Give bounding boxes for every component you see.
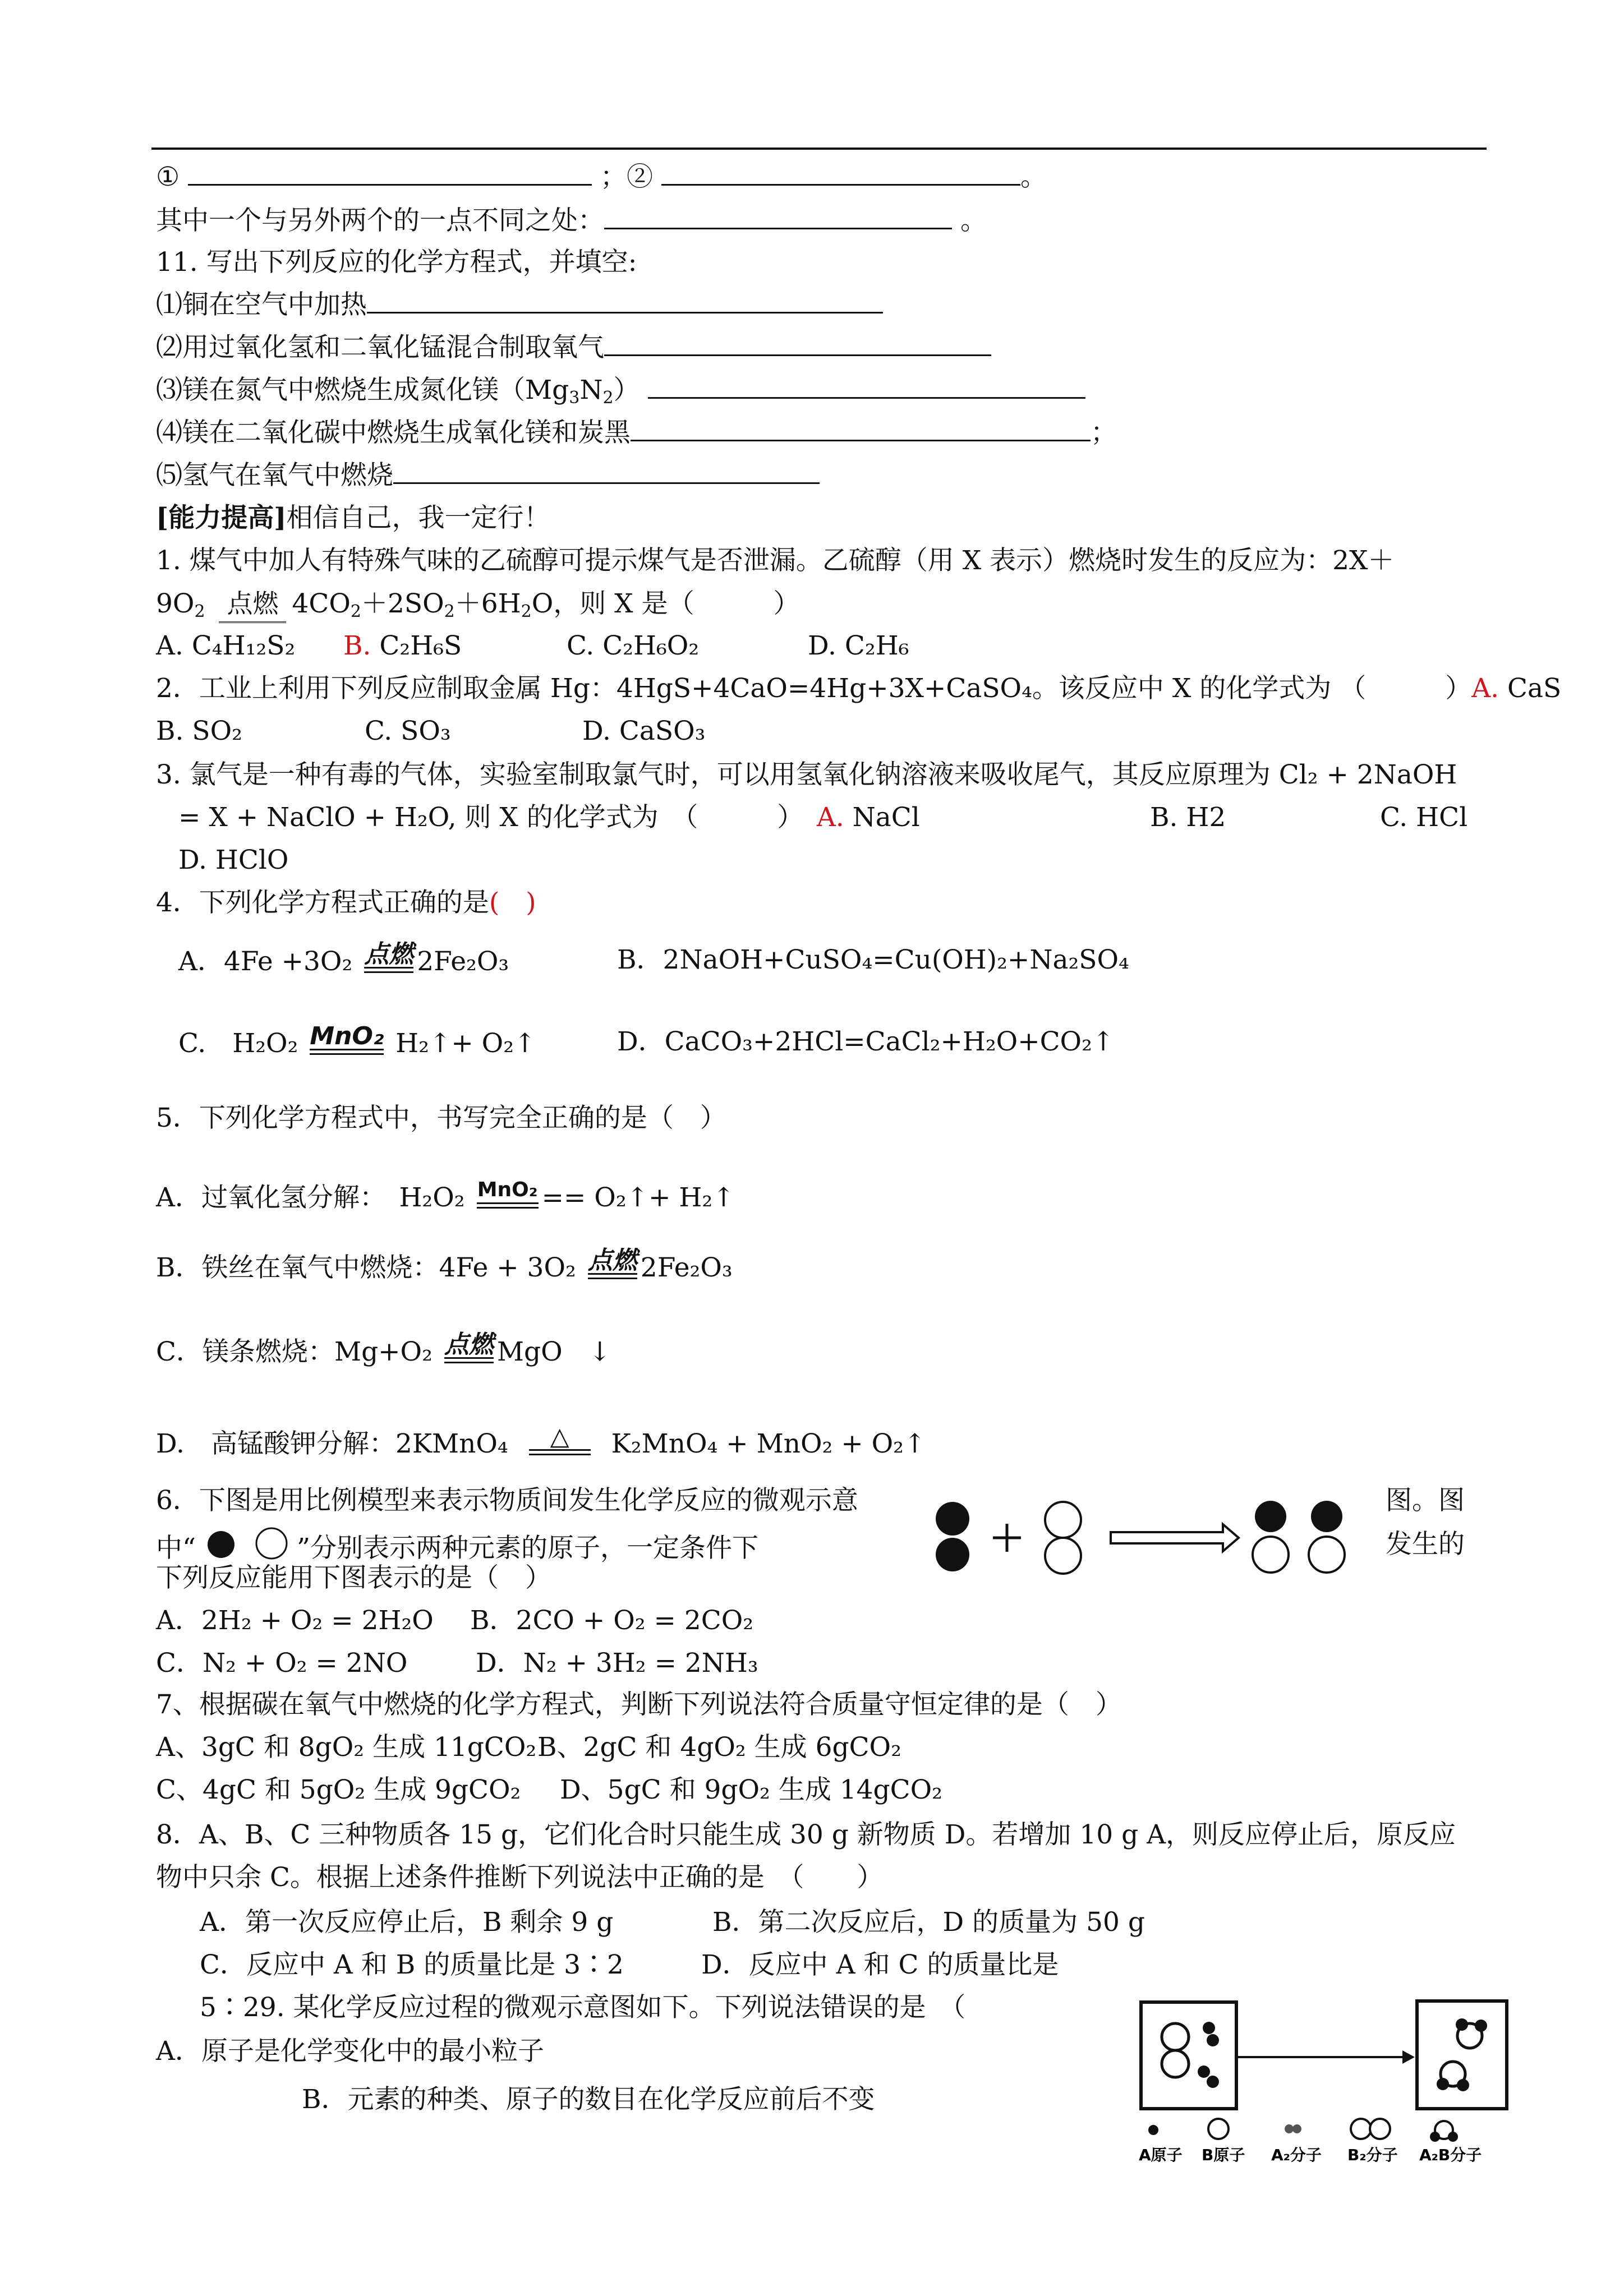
q9-opt-b: B．元素的种类、原子的数目在化学反应前后不变 [302, 2084, 875, 2115]
white-atom [1045, 1538, 1081, 1574]
q2-opt-d: D. CaSO₃ [582, 716, 706, 746]
q7-opt-d: D、5gC 和 9gO₂ 生成 14gCO₂ [560, 1774, 942, 1805]
answer-blank[interactable] [367, 288, 883, 313]
q8-stem-1: 8．A、B、C 三种物质各 15 g，它们化合时只能生成 30 g 新物质 D。若增加 10 g A，则反应停止后，原反应 [156, 1819, 1456, 1850]
q3-opt-d: D. HClO [178, 845, 289, 875]
q3-opt-c: C. HCl [1380, 802, 1468, 833]
legend-a2-molecule: A₂分子 [1271, 2146, 1322, 2164]
q11-title: 11. 写出下列反应的化学方程式，并填空: [156, 247, 637, 278]
q1-stem-2: $9O_2$ 点燃 $4CO_2+2SO_2+6H_2O$，则 X 是（ ） [156, 585, 800, 623]
q6-stem-right-1: 图。图 [1386, 1485, 1465, 1516]
header-rule [151, 147, 1487, 150]
q7-opt-b: B、2gC 和 4gO₂ 生成 6gCO₂ [537, 1732, 901, 1763]
condition-ignite: 点燃 [585, 1248, 641, 1279]
legend-a2b-molecule: A₂B分子 [1419, 2146, 1482, 2164]
q2-opt-c: C. SO₃ [365, 716, 451, 746]
q4-stem: 4．下列化学方程式正确的是( ) [156, 887, 536, 918]
q6-opt-a: A．2H₂ + O₂ = 2H₂O [156, 1605, 434, 1636]
q5-opt-a: A．过氧化氢分解： H₂O₂ MnO₂ == O₂↑+ H₂↑ [156, 1178, 735, 1213]
q4-opt-b: B．2NaOH+CuSO₄=Cu(OH)₂+Na₂SO₄ [617, 944, 1129, 975]
q6-stem-1: 6．下图是用比例模型来表示物质间发生化学反应的微观示意 [156, 1485, 858, 1516]
condition-catalyst: MnO₂ [473, 1178, 542, 1209]
q11-item-3: ⑶镁在氮气中燃烧生成氮化镁$(Mg_3N_2)$ [156, 372, 1085, 408]
q2-opt-b: B. SO₂ [156, 716, 242, 746]
condition-ignite: 点燃 [441, 1333, 497, 1363]
q11-item-4: ⑷镁在二氧化碳中燃烧生成氧化镁和炭黑 ； [156, 417, 1117, 448]
reaction-arrow [1111, 1524, 1239, 1551]
condition-ignite: 点燃 [219, 585, 286, 623]
answer-blank[interactable] [648, 374, 1085, 399]
q6-opt-c: C．N₂ + O₂ = 2NO [156, 1648, 408, 1679]
legend-a-atom: A原子 [1139, 2146, 1183, 2164]
legend-b2-molecule: B₂分子 [1347, 2146, 1398, 2164]
q6-stem-right-2: 发生的 [1386, 1529, 1465, 1560]
q5-stem: 5．下列化学方程式中，书写完全正确的是（ ） [156, 1103, 726, 1133]
black-atom [936, 1502, 969, 1536]
q6-stem-3: 下列反应能用下图表示的是（ ） [156, 1562, 551, 1593]
q1-opt-b: B. C₂H₆S [343, 630, 462, 661]
q6-reaction-diagram [931, 1492, 1481, 1598]
ability-header: [能力提高]相信自己，我一定行！ [156, 502, 550, 533]
answer-blank[interactable] [604, 331, 991, 356]
q2-stem: 2．工业上利用下列反应制取金属 Hg：4HgS+4CaO=4Hg+3X+CaSO₄。该反应中 X 的化学式为 （ ）A. CaS [156, 673, 1562, 704]
q1-opt-a: A. C₄H₁₂S₂ [156, 630, 296, 661]
answer-blank[interactable] [604, 204, 952, 229]
q6-opt-d: D．N₂ + 3H₂ = 2NH₃ [476, 1648, 758, 1679]
q4-opt-c: C. H₂O₂ MnO₂ H₂↑+ O₂↑ [178, 1022, 536, 1059]
condition-catalyst: MnO₂ [306, 1024, 387, 1055]
q5-opt-b: B．铁丝在氧气中燃烧：4Fe + 3O₂ 点燃 2Fe₂O₃ [156, 1246, 733, 1283]
q7-opt-a: A、3gC 和 8gO₂ 生成 11gCO₂ [156, 1732, 537, 1763]
q11-item-2: ⑵用过氧化氢和二氧化锰混合制取氧气 [156, 330, 991, 366]
q6-stem-2: 中“ ”分别表示两种元素的原子，一定条件下 [156, 1527, 758, 1566]
q9-stem: 5∶29. 某化学反应过程的微观示意图如下。下列说法错误的是 （ [200, 1992, 966, 2023]
q9-reaction-diagram [1139, 1985, 1599, 2170]
q7-opt-c: C、4gC 和 5gO₂ 生成 9gCO₂ [156, 1774, 521, 1805]
q5-opt-d: D. 高锰酸钾分解：2KMnO₄ △ K₂MnO₄ + MnO₂ + O₂↑ [156, 1422, 926, 1459]
q8-opt-b: B．第二次反应后，D 的质量为 50 g [712, 1907, 1145, 1938]
difference-line: 其中一个与另外两个的一点不同之处： 。 [156, 205, 987, 236]
q1-opt-c: C. C₂H₆O₂ [567, 630, 700, 661]
blank-line-1: ① ；② 。 [156, 162, 1047, 192]
answer-blank[interactable] [188, 160, 592, 186]
q11-item-1: ⑴铜在空气中加热 [156, 287, 883, 323]
q6-opt-b: B．2CO + O₂ = 2CO₂ [470, 1605, 754, 1636]
white-atom [1045, 1502, 1081, 1538]
q8-opt-a: A．第一次反应停止后，B 剩余 9 g [200, 1907, 614, 1938]
condition-ignite: 点燃 [361, 942, 417, 973]
answer-blank[interactable] [631, 416, 1091, 441]
q4-opt-d: D．CaCO₃+2HCl=CaCl₂+H₂O+CO₂↑ [617, 1026, 1115, 1057]
q1-opt-d: D. C₂H₆ [808, 630, 909, 661]
q8-opt-c: C．反应中 A 和 B 的质量比是 3∶2 [200, 1949, 624, 1980]
answer-blank[interactable] [661, 160, 1020, 186]
q5-opt-c: C．镁条燃烧：Mg+O₂ 点燃 MgO ↓ [156, 1330, 611, 1367]
q8-stem-2: 物中只余 C。根据上述条件推断下列说法中正确的是 （ ） [156, 1862, 884, 1893]
q8-opt-d: D．反应中 A 和 C 的质量比是 [701, 1949, 1059, 1980]
answer-blank[interactable] [393, 459, 820, 484]
q11-item-5: ⑸氢气在氧气中燃烧 [156, 458, 820, 494]
condition-heat: △ [526, 1424, 594, 1455]
q7-stem: 7、根据碳在氧气中燃烧的化学方程式，判断下列说法符合质量守恒定律的是（ ） [156, 1689, 1122, 1720]
q4-opt-a: A．4Fe +3O₂ 点燃 2Fe₂O₃ [178, 940, 509, 977]
black-atom [936, 1538, 969, 1571]
q9-opt-a: A．原子是化学变化中的最小粒子 [156, 2036, 544, 2067]
legend-b-atom: B原子 [1202, 2146, 1245, 2164]
q3-stem-2: = X + NaClO + H₂O, 则 X 的化学式为 （ ） A. NaCl [178, 802, 920, 833]
q1-stem-1: 1. 煤气中加人有特殊气味的乙硫醇可提示煤气是否泄漏。乙硫醇（用 X 表示）燃烧时发生的反应为：2X＋ [156, 545, 1395, 576]
q3-stem-1: 3. 氯气是一种有毒的气体，实验室制取氯气时，可以用氢氧化钠溶液来吸收尾气，其反应原理为 Cl₂ + 2NaOH [156, 759, 1457, 790]
q3-opt-b: B. H2 [1150, 802, 1226, 833]
atom-legend-icon [204, 1527, 288, 1560]
